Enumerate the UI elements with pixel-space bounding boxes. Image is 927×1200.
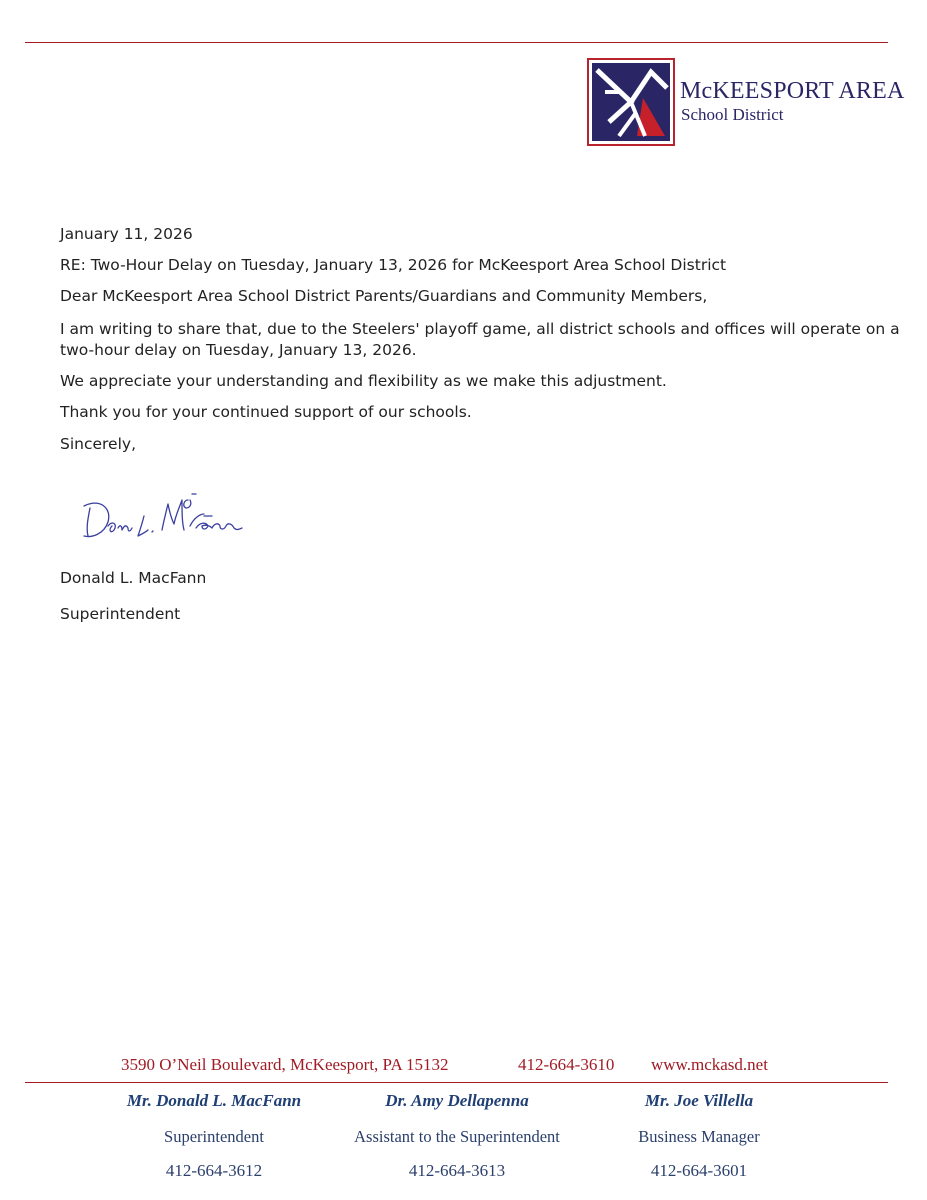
footer-address: 3590 O’Neil Boulevard, McKeesport, PA 15132 xyxy=(121,1055,449,1074)
letter-date: January 11, 2026 xyxy=(60,225,193,243)
signer-name: Donald L. MacFann xyxy=(60,569,207,587)
staff-superintendent xyxy=(84,1090,344,1182)
staff-role: Assistant to the Superintendent xyxy=(354,1127,560,1146)
body-paragraph-3: Thank you for your continued support of our schools. xyxy=(60,403,472,421)
footer-phone: 412-664-3610 xyxy=(518,1055,615,1074)
staff-phone: 412-664-3612 xyxy=(165,1161,263,1180)
staff-business-manager xyxy=(569,1090,829,1182)
district-logo-mark xyxy=(587,58,675,146)
district-logo xyxy=(587,58,907,148)
footer-website: www.mckasd.net xyxy=(651,1055,768,1074)
handwritten-signature xyxy=(78,486,248,548)
staff-phone: 412-664-3601 xyxy=(650,1161,748,1180)
staff-role: Business Manager xyxy=(638,1127,760,1146)
staff-role: Superintendent xyxy=(164,1127,264,1146)
logo-title: McKEESPORT AREA xyxy=(680,78,905,104)
footer-rule xyxy=(25,1082,888,1083)
header-rule xyxy=(25,42,888,43)
signer-title: Superintendent xyxy=(60,605,181,623)
closing: Sincerely, xyxy=(60,435,137,453)
subject-line: RE: Two-Hour Delay on Tuesday, January 13, 2026 for McKeesport Area School District xyxy=(60,256,727,274)
staff-phone: 412-664-3613 xyxy=(408,1161,506,1180)
salutation: Dear McKeesport Area School District Parents/Guardians and Community Members, xyxy=(60,287,708,305)
body-paragraph-2: We appreciate your understanding and flexibility as we make this adjustment. xyxy=(60,372,667,390)
body-paragraph-1-line-1: I am writing to share that, due to the Steelers' playoff game, all district schools and offices will operate on a xyxy=(60,320,900,338)
body-paragraph-1-line-2: two-hour delay on Tuesday, January 13, 2026. xyxy=(60,341,417,359)
staff-name: Dr. Amy Dellapenna xyxy=(385,1091,529,1110)
staff-name: Mr. Donald L. MacFann xyxy=(126,1091,302,1110)
staff-assistant-superintendent xyxy=(327,1090,587,1182)
logo-subtitle: School District xyxy=(681,105,784,124)
staff-name: Mr. Joe Villella xyxy=(644,1091,754,1110)
